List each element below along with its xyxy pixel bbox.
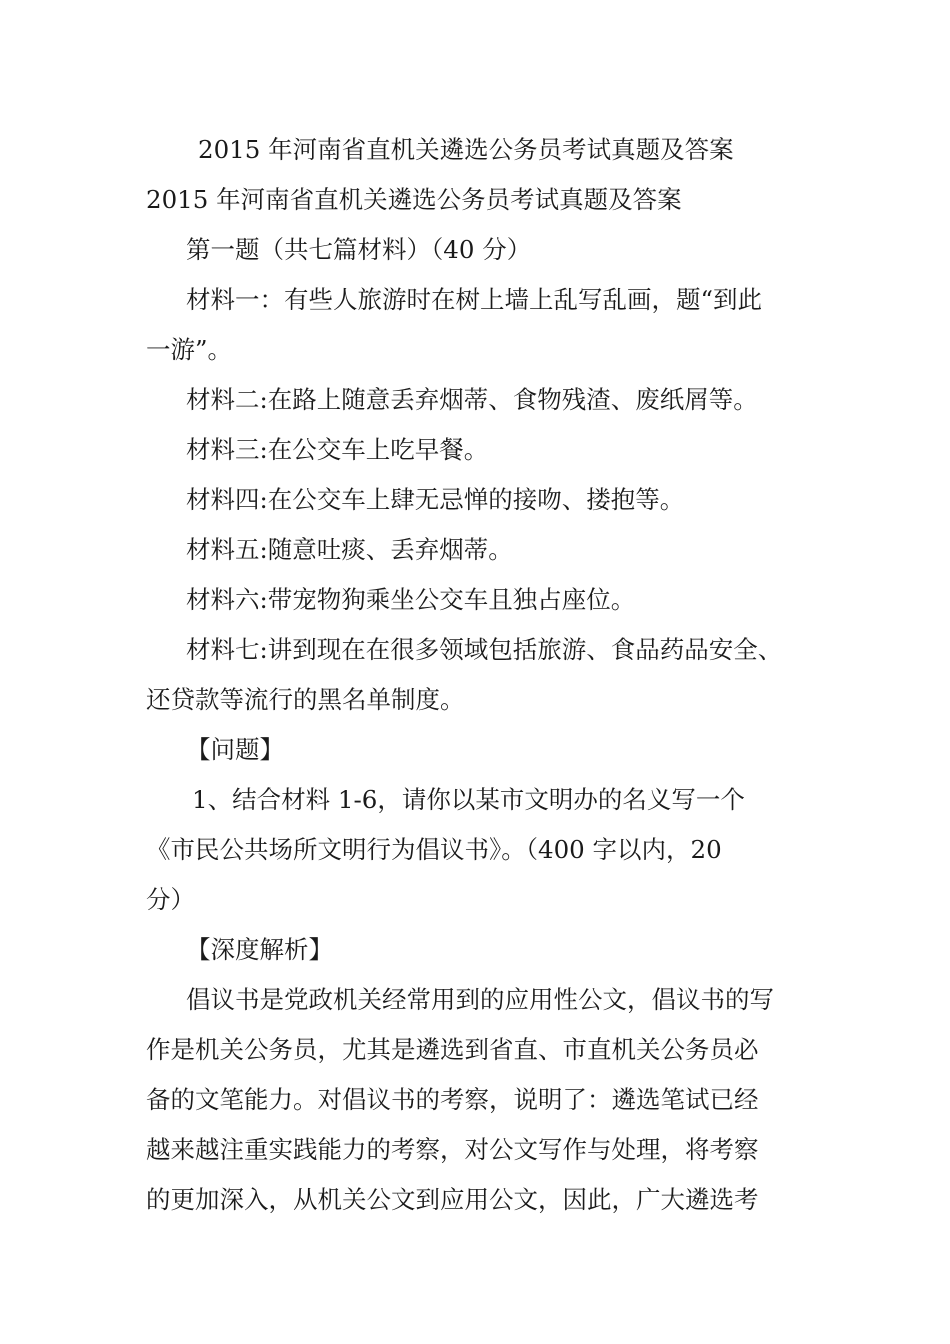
material-3: 材料三:在公交车上吃早餐。 [186,435,489,464]
material-5: 材料五:随意吐痰、丢弃烟蒂。 [186,535,513,564]
material-7-line-2: 还贷款等流行的黑名单制度。 [146,685,465,714]
question-1-line-1: 1、结合材料 1-6，请你以某市文明办的名义写一个 [192,785,745,814]
material-4: 材料四:在公交车上肆无忌惮的接吻、搂抱等。 [186,485,685,514]
analysis-line-4: 越来越注重实践能力的考察，对公文写作与处理，将考察 [146,1135,759,1164]
analysis-heading: 【深度解析】 [186,935,333,964]
question-1-line-2: 《市民公共场所文明行为倡议书》。（400 字以内，20 [146,835,722,864]
analysis-line-2: 作是机关公务员，尤其是遴选到省直、市直机关公务员必 [146,1035,759,1064]
analysis-line-1: 倡议书是党政机关经常用到的应用性公文，倡议书的写 [186,985,774,1014]
section-heading: 第一题（共七篇材料）（40 分） [186,235,532,264]
question-heading: 【问题】 [186,735,284,764]
material-6: 材料六:带宠物狗乘坐公交车且独占座位。 [186,585,636,614]
question-1-line-3: 分） [146,885,195,914]
document-title-repeat: 2015 年河南省直机关遴选公务员考试真题及答案 [146,185,682,214]
document-title: 2015 年河南省直机关遴选公务员考试真题及答案 [198,135,734,164]
analysis-line-5: 的更加深入，从机关公文到应用公文，因此，广大遴选考 [146,1185,759,1214]
material-2: 材料二:在路上随意丢弃烟蒂、食物残渣、废纸屑等。 [186,385,758,414]
material-1-line-2: 一游”。 [146,335,233,364]
material-1-line-1: 材料一：有些人旅游时在树上墙上乱写乱画，题“到此 [186,285,763,314]
analysis-line-3: 备的文笔能力。对倡议书的考察，说明了：遴选笔试已经 [146,1085,759,1114]
material-7-line-1: 材料七:讲到现在在很多领域包括旅游、食品药品安全、 [186,635,783,664]
